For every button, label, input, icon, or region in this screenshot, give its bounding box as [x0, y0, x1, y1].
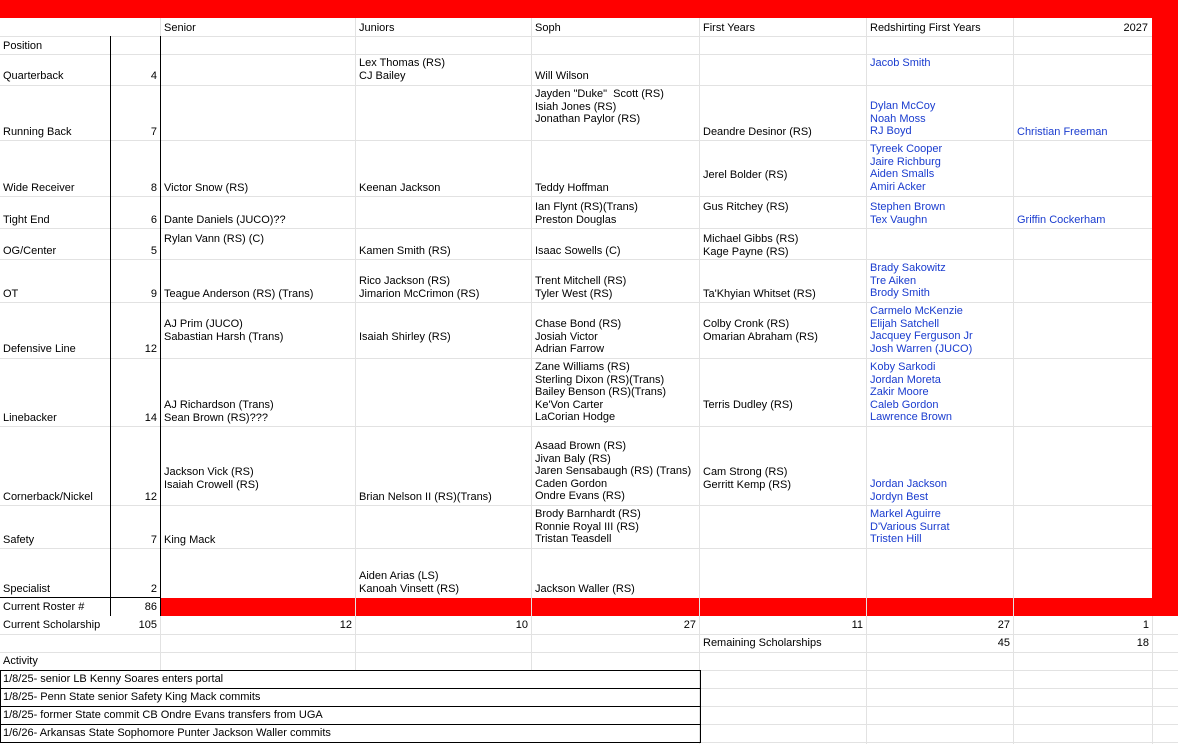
- lb-redshirt: Koby Sarkodi Jordan Moreta Zakir Moore Caleb Gordon Lawrence Brown: [870, 361, 952, 424]
- pos-linebacker: Linebacker: [3, 412, 57, 424]
- count-running-back: 7: [150, 126, 157, 138]
- rb-2027: Christian Freeman: [1017, 126, 1108, 138]
- activity-item-2: 1/8/25- former State commit CB Ondre Evans transfers from UGA: [3, 709, 323, 721]
- pos-specialist: Specialist: [3, 583, 51, 595]
- te-2027: Griffin Cockerham: [1017, 214, 1106, 226]
- activity-item-1: 1/8/25- Penn State senior Safety King Mack commits: [3, 691, 261, 703]
- header-soph: Soph: [535, 22, 561, 34]
- right-red-band: [1152, 18, 1178, 616]
- rb-soph: Jayden "Duke" Scott (RS) Isiah Jones (RS) Jonathan Paylor (RS): [535, 88, 664, 126]
- activity-item-3: 1/6/26- Arkansas State Sophomore Punter Jackson Waller commits: [3, 727, 331, 739]
- ot-senior: Teague Anderson (RS) (Trans): [164, 288, 314, 300]
- count-quarterback: 4: [150, 70, 157, 82]
- dl-redshirt: Carmelo McKenzie Elijah Satchell Jacquey Ferguson Jr Josh Warren (JUCO): [870, 305, 973, 355]
- pos-quarterback: Quarterback: [3, 70, 64, 82]
- og-senior: Rylan Vann (RS) (C): [164, 233, 265, 245]
- dl-first: Colby Cronk (RS) Omarian Abraham (RS): [703, 318, 818, 343]
- count-cornerback: 12: [144, 491, 157, 503]
- wr-juniors: Keenan Jackson: [359, 182, 441, 194]
- top-red-band: [0, 0, 1178, 18]
- remaining-value-1: 45: [997, 637, 1010, 649]
- scholarship-total: 105: [138, 619, 157, 631]
- og-soph: Isaac Sowells (C): [535, 245, 621, 257]
- count-ot: 9: [150, 288, 157, 300]
- activity-item-0: 1/8/25- senior LB Kenny Soares enters portal: [3, 673, 224, 685]
- s-senior: King Mack: [164, 534, 216, 546]
- scholarship-senior: 12: [339, 619, 352, 631]
- s-soph: Brody Barnhardt (RS) Ronnie Royal III (RS) Tristan Teasdell: [535, 508, 641, 546]
- pos-wide-receiver: Wide Receiver: [3, 182, 75, 194]
- qb-redshirt: Jacob Smith: [870, 57, 931, 69]
- position-count-border: [110, 36, 161, 616]
- header-2027: 2027: [1123, 22, 1148, 34]
- scholarship-first: 11: [851, 619, 863, 631]
- te-senior: Dante Daniels (JUCO)??: [164, 214, 286, 226]
- count-specialist: 2: [150, 583, 157, 595]
- dl-senior: AJ Prim (JUCO) Sabastian Harsh (Trans): [164, 318, 284, 343]
- rb-redshirt: Dylan McCoy Noah Moss RJ Boyd: [870, 100, 936, 138]
- count-safety: 7: [150, 534, 157, 546]
- pos-cornerback: Cornerback/Nickel: [3, 491, 93, 503]
- wr-soph: Teddy Hoffman: [535, 182, 609, 194]
- te-redshirt: Stephen Brown Tex Vaughn: [870, 201, 946, 226]
- header-juniors: Juniors: [359, 22, 395, 34]
- qb-juniors: Lex Thomas (RS) CJ Bailey: [359, 57, 445, 82]
- count-right-border: [160, 36, 161, 616]
- cb-redshirt: Jordan Jackson Jordyn Best: [870, 478, 948, 503]
- count-wide-receiver: 8: [150, 182, 157, 194]
- current-roster-label: Current Roster #: [3, 601, 85, 613]
- scholarship-2027: 1: [1142, 619, 1149, 631]
- remaining-label: Remaining Scholarships: [703, 637, 822, 649]
- scholarship-redshirt: 27: [997, 619, 1010, 631]
- sp-juniors: Aiden Arias (LS) Kanoah Vinsett (RS): [359, 570, 460, 595]
- count-og-center: 5: [150, 245, 157, 257]
- position-label: Position: [3, 40, 43, 52]
- count-tight-end: 6: [150, 214, 157, 226]
- count-defensive-line: 12: [144, 343, 157, 355]
- ot-first: Ta'Khyian Whitset (RS): [703, 288, 816, 300]
- rb-first: Deandre Desinor (RS): [703, 126, 812, 138]
- wr-redshirt: Tyreek Cooper Jaire Richburg Aiden Smalls Amiri Acker: [870, 143, 943, 193]
- activity-label: Activity: [3, 655, 38, 667]
- og-juniors: Kamen Smith (RS): [359, 245, 451, 257]
- cb-first: Cam Strong (RS) Gerritt Kemp (RS): [703, 466, 792, 491]
- header-senior: Senior: [164, 22, 196, 34]
- remaining-value-2: 18: [1136, 637, 1149, 649]
- og-first: Michael Gibbs (RS) Kage Payne (RS): [703, 233, 799, 258]
- s-redshirt: Markel Aguirre D'Various Surrat Tristen Hill: [870, 508, 950, 546]
- pos-safety: Safety: [3, 534, 35, 546]
- lb-soph: Zane Williams (RS) Sterling Dixon (RS)(Trans) Bailey Benson (RS)(Trans) Ke'Von Carter LaCorian Hodge: [535, 361, 667, 424]
- roster-red-band: [160, 598, 1178, 616]
- lb-senior: AJ Richardson (Trans) Sean Brown (RS)???: [164, 399, 274, 424]
- cb-senior: Jackson Vick (RS) Isaiah Crowell (RS): [164, 466, 259, 491]
- roster-border: [0, 597, 161, 599]
- ot-juniors: Rico Jackson (RS) Jimarion McCrimon (RS): [359, 275, 480, 300]
- pos-og-center: OG/Center: [3, 245, 57, 257]
- scholarship-label: Current Scholarship: [3, 619, 101, 631]
- te-first: Gus Ritchey (RS): [703, 201, 789, 213]
- dl-juniors: Isaiah Shirley (RS): [359, 331, 451, 343]
- ot-soph: Trent Mitchell (RS) Tyler West (RS): [535, 275, 627, 300]
- pos-defensive-line: Defensive Line: [3, 343, 76, 355]
- scholarship-soph: 27: [683, 619, 696, 631]
- dl-soph: Chase Bond (RS) Josiah Victor Adrian Farrow: [535, 318, 622, 356]
- ot-redshirt: Brady Sakowitz Tre Aiken Brody Smith: [870, 262, 946, 300]
- lb-first: Terris Dudley (RS): [703, 399, 793, 411]
- pos-ot: OT: [3, 288, 19, 300]
- header-redshirting: Redshirting First Years: [870, 22, 981, 34]
- cb-soph: Asaad Brown (RS) Jivan Baly (RS) Jaren Sensabaugh (RS) (Trans) Caden Gordon Ondre Evans (RS): [535, 440, 692, 503]
- wr-senior: Victor Snow (RS): [164, 182, 249, 194]
- sp-soph: Jackson Waller (RS): [535, 583, 635, 595]
- pos-tight-end: Tight End: [3, 214, 50, 226]
- wr-first: Jerel Bolder (RS): [703, 169, 788, 181]
- count-linebacker: 14: [144, 412, 157, 424]
- cb-juniors: Brian Nelson II (RS)(Trans): [359, 491, 492, 503]
- pos-running-back: Running Back: [3, 126, 72, 138]
- current-roster-value: 86: [144, 601, 157, 613]
- qb-soph: Will Wilson: [535, 70, 589, 82]
- scholarship-juniors: 10: [515, 619, 528, 631]
- header-first-years: First Years: [703, 22, 755, 34]
- te-soph: Ian Flynt (RS)(Trans) Preston Douglas: [535, 201, 638, 226]
